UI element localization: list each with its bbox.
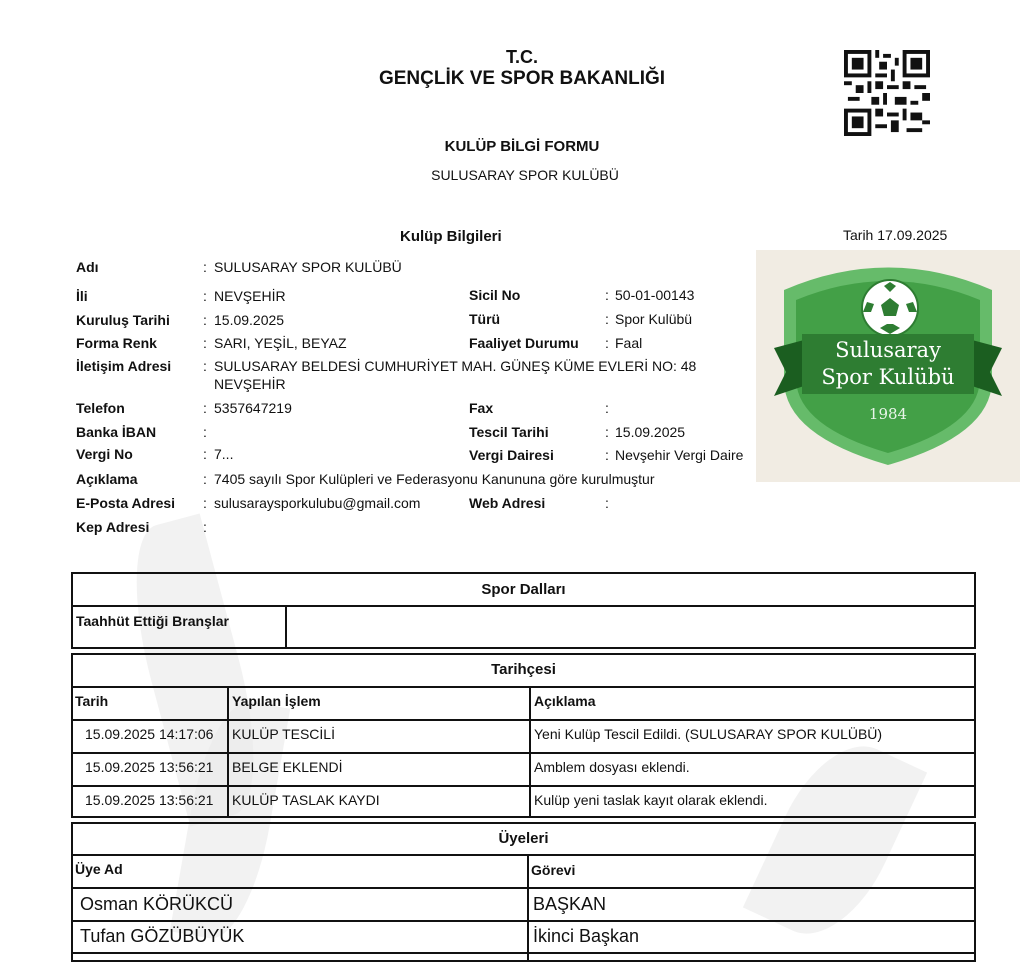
colon: : (605, 287, 609, 303)
value-aciklama: 7405 sayılı Spor Kulüpleri ve Federasyonu Kanununa göre kurulmuştur (214, 471, 655, 487)
value-adi: SULUSARAY SPOR KULÜBÜ (214, 259, 402, 275)
tarihce-cell-islem: KULÜP TESCİLİ (232, 726, 335, 742)
form-title: KULÜP BİLGİ FORMU (444, 138, 600, 155)
colon: : (203, 519, 207, 535)
value-tescil-tarihi: 15.09.2025 (615, 424, 686, 440)
label-vergi-dairesi: Vergi Dairesi (469, 447, 554, 463)
divider (71, 752, 976, 754)
divider (71, 887, 976, 889)
colon: : (203, 358, 207, 374)
tarihce-cell-islem: KULÜP TASLAK KAYDI (232, 792, 380, 808)
colon: : (203, 471, 207, 487)
value-e-posta-adresi: sulusaraysporkulubu@gmail.com (214, 495, 421, 511)
divider (71, 719, 976, 721)
colon: : (605, 424, 609, 440)
header-club-name: SULUSARAY SPOR KULÜBÜ (431, 167, 619, 183)
logo-year: 1984 (868, 405, 908, 423)
uyeler-title: Üyeleri (498, 830, 549, 847)
label-e-posta-adresi: E-Posta Adresi (76, 495, 176, 511)
label-web-adresi: Web Adresi (469, 495, 546, 511)
value-kurulus-tarihi: 15.09.2025 (214, 312, 285, 328)
tarihce-header-islem: Yapılan İşlem (232, 693, 321, 709)
divider (71, 605, 976, 607)
colon: : (605, 311, 609, 327)
value-iletisim-adresi-1: SULUSARAY BELDESİ CUMHURİYET MAH. GÜNEŞ KÜME EVLERİ NO: 48 (214, 358, 697, 374)
logo-text-line1: Sulusaray (835, 338, 941, 362)
label-fax: Fax (469, 400, 494, 416)
divider (285, 605, 287, 649)
uye-ad: Tufan GÖZÜBÜYÜK (80, 926, 245, 946)
label-aciklama: Açıklama (76, 471, 138, 487)
section-title-kulup-bilgileri: Kulüp Bilgileri (400, 228, 502, 245)
value-forma-renk: SARI, YEŞİL, BEYAZ (214, 335, 347, 351)
tarihce-cell-date: 15.09.2025 14:17:06 (85, 726, 214, 742)
header-tc: T.C. (505, 47, 538, 67)
label-kurulus-tarihi: Kuruluş Tarihi (76, 312, 170, 328)
label-iletisim-adresi: İletişim Adresi (76, 358, 172, 374)
colon: : (203, 400, 207, 416)
label-kep-adresi: Kep Adresi (76, 519, 150, 535)
label-tescil-tarihi: Tescil Tarihi (469, 424, 549, 440)
divider (71, 920, 976, 922)
colon: : (203, 312, 207, 328)
value-vergi-dairesi: Nevşehir Vergi Daire (615, 447, 744, 463)
uye-gorev: BAŞKAN (533, 894, 607, 914)
qr-code (843, 50, 931, 136)
divider (527, 854, 529, 962)
label-vergi-no: Vergi No (76, 446, 133, 462)
colon: : (203, 288, 207, 304)
label-faaliyet-durumu: Faaliyet Durumu (469, 335, 579, 351)
divider (71, 686, 976, 688)
uye-ad: Osman KÖRÜKCÜ (80, 894, 234, 914)
uyeler-header-ad: Üye Ad (75, 861, 123, 877)
tarihce-cell-date: 15.09.2025 13:56:21 (85, 792, 214, 808)
uye-gorev: İkinci Başkan (533, 926, 640, 946)
label-adi: Adı (76, 259, 99, 275)
value-iletisim-adresi-2: NEVŞEHİR (214, 376, 286, 392)
colon: : (203, 259, 207, 275)
tarihce-header-tarih: Tarih (75, 693, 109, 709)
taahhut-label: Taahhüt Ettiği Branşlar (76, 613, 229, 629)
tarihce-cell-islem: BELGE EKLENDİ (232, 759, 343, 775)
colon: : (203, 424, 207, 440)
tarihce-cell-aciklama: Yeni Kulüp Tescil Edildi. (SULUSARAY SPOR KULÜBÜ) (534, 726, 883, 742)
divider (227, 686, 229, 818)
label-telefon: Telefon (76, 400, 125, 416)
value-vergi-no: 7... (214, 446, 234, 462)
label-turu: Türü (469, 311, 501, 327)
tarihce-cell-aciklama: Amblem dosyası eklendi. (534, 759, 690, 775)
value-telefon: 5357647219 (214, 400, 292, 416)
spor-dallari-title: Spor Dalları (481, 581, 566, 598)
label-forma-renk: Forma Renk (76, 335, 157, 351)
tarihce-cell-aciklama: Kulüp yeni taslak kayıt olarak eklendi. (534, 792, 768, 808)
tarihce-header-aciklama: Açıklama (534, 693, 596, 709)
colon: : (605, 495, 609, 511)
club-logo (756, 250, 1020, 482)
value-ili: NEVŞEHİR (214, 288, 286, 304)
logo-text-line2: Spor Kulübü (821, 365, 955, 389)
colon: : (203, 335, 207, 351)
colon: : (605, 335, 609, 351)
label-ili: İli (76, 288, 88, 304)
divider (529, 686, 531, 818)
colon: : (605, 400, 609, 416)
uyeler-header-gorev: Görevi (531, 862, 576, 878)
document-date: Tarih 17.09.2025 (843, 227, 948, 243)
tarihce-title: Tarihçesi (491, 661, 556, 678)
value-faaliyet-durumu: Faal (615, 335, 643, 351)
colon: : (203, 446, 207, 462)
label-sicil-no: Sicil No (469, 287, 521, 303)
header-ministry: GENÇLİK VE SPOR BAKANLIĞI (378, 68, 666, 89)
value-sicil-no: 50-01-00143 (615, 287, 695, 303)
divider (71, 785, 976, 787)
tarihce-cell-date: 15.09.2025 13:56:21 (85, 759, 214, 775)
label-banka-iban: Banka İBAN (76, 424, 157, 440)
divider (71, 854, 976, 856)
value-turu: Spor Kulübü (615, 311, 693, 327)
colon: : (605, 447, 609, 463)
divider (71, 952, 976, 954)
colon: : (203, 495, 207, 511)
